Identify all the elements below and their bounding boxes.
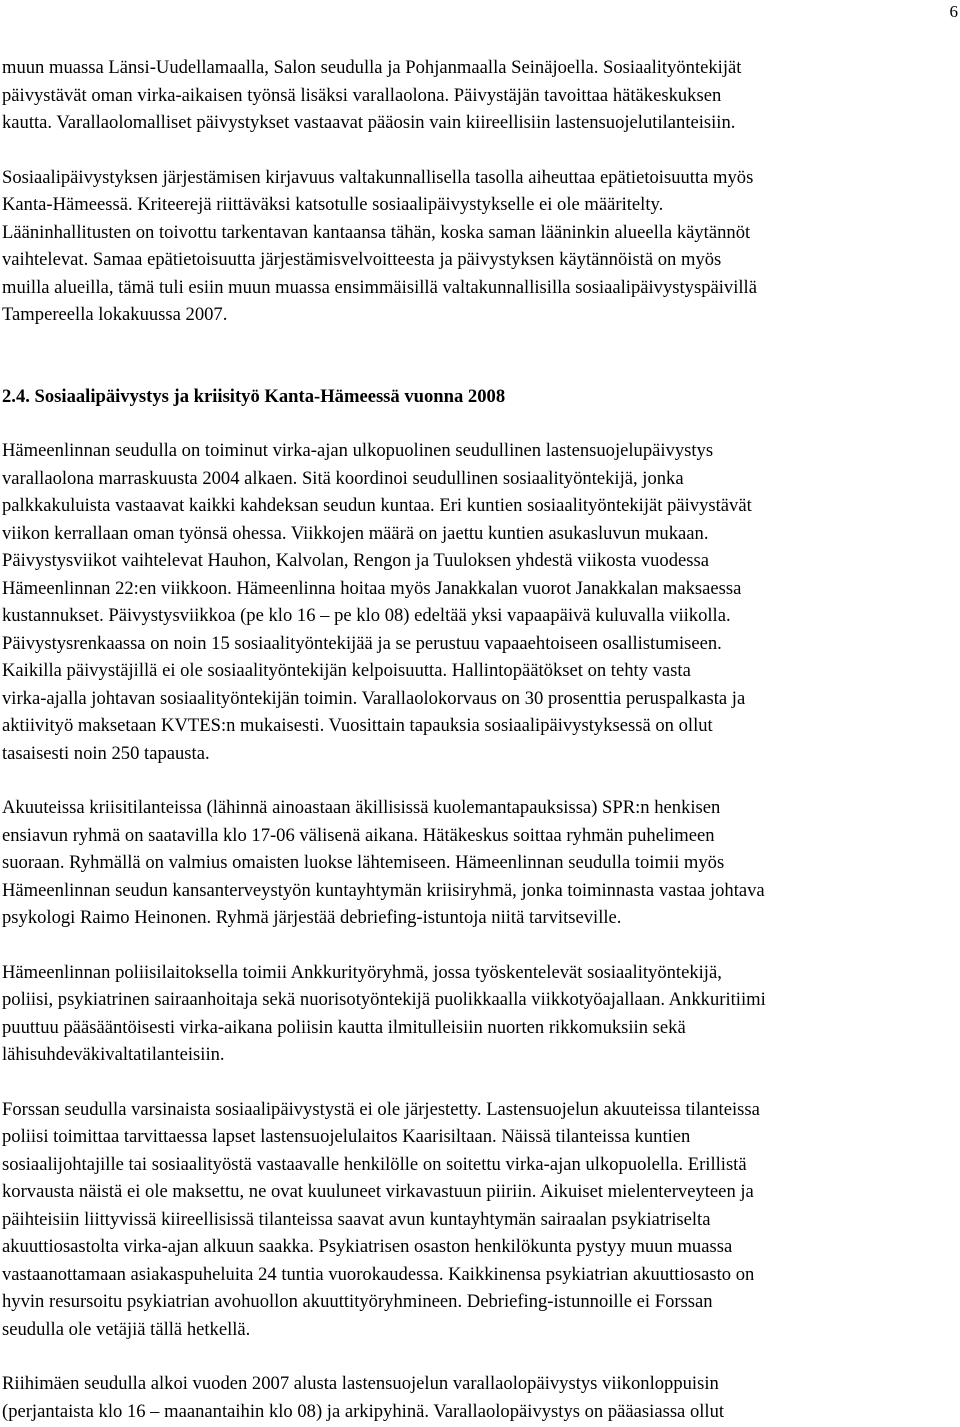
paragraph-3: Hämeenlinnan seudulla on toiminut virka-ajan ulkopuolinen seudullinen lastensuojelupäivystys varallaolona marraskuusta 2004 alkaen. Sitä koordinoi seudullinen sosiaalityöntekijä, jonka palkkakuluista vastaavat kaikki kahdeksan seudun kuntaa. Eri kuntien sosiaalityöntekijät päivystävät viikon kerrallaan oman työnsä ohessa. Viikkojen määrä on jaettu kuntien asukasluvun mukaan. Päivystysviikot vaihtelevat Hauhon, Kalvolan, Rengon ja Tuuloksen yhdestä viikosta vuodessa Hämeenlinnan 22:en viikkoon. Hämeenlinna hoitaa myös Janakkalan vuorot Janakkalan maksaessa kustannukset. Päivystysviikkoa (pe klo 16 – pe klo 08) edeltää yksi vapaapäivä kuluvalla viikolla. Päivystysrenkaassa on noin 15 sosiaalityöntekijää ja se perustuu vapaaehtoiseen osallistumiseen. Kaikilla päivystäjillä ei ole sosiaalityöntekijän kelpoisuutta. Hallintopäätökset on tehty vasta virka-ajalla johtavan sosiaalityöntekijän toimin. Varallaolokorvaus on 30 prosenttia peruspalkasta ja aktiivityö maksetaan KVTES:n mukaisesti. Vuosittain tapauksia sosiaalipäivystyksessä on ollut tasaisesti noin 250 tapausta. <box>2 440 752 764</box>
document-body <box>2 54 952 1425</box>
paragraph-spacer <box>2 932 952 959</box>
paragraph-spacer <box>2 1343 952 1370</box>
section-spacer <box>2 329 952 383</box>
page-number: 6 <box>949 2 958 21</box>
section-heading: 2.4. Sosiaalipäivystys ja kriisityö Kanta-Hämeessä vuonna 2008 <box>2 385 506 407</box>
paragraph-spacer <box>2 410 952 437</box>
paragraph-spacer <box>2 1069 952 1096</box>
paragraph-6: Forssan seudulla varsinaista sosiaalipäivystystä ei ole järjestetty. Lastensuojelun akuuteissa tilanteissa poliisi toimittaa tarvittaessa lapset lastensuojelulaitos Kaarisiltaan. Näissä tilanteissa kuntien sosiaalijohtajille tai sosiaalityöstä vastaavalle henkilölle on soitettu virka-ajan ulkopuolella. Erillistä korvausta näistä ei ole maksettu, ne ovat kuuluneet virkavastuun piiriin. Aikuiset mielenterveyteen ja päihteisiin liittyvissä kiireellisissä tilanteissa saavat avun kuntayhtymän sairaalan psykiatriselta akuuttiosastolta virka-ajan alkuun saakka. Psykiatrisen osaston henkilökunta pystyy muun muassa vastaanottamaan asiakaspuheluita 24 tuntia vuorokaudessa. Kaikkinensa psykiatrian akuuttiosasto on hyvin resursoitu psykiatrian avohuollon akuuttityöryhmineen. Debriefing-istunnoille ei Forssan seudulla ole vetäjiä tällä hetkellä. <box>2 1098 760 1340</box>
paragraph-4: Akuuteissa kriisitilanteissa (lähinnä ainoastaan äkillisissä kuolemantapauksissa) SPR:n henkisen ensiavun ryhmä on saatavilla klo 17-06 välisenä aikana. Hätäkeskus soittaa ryhmän puhelimeen suoraan. Ryhmällä on valmius omaisten luokse lähtemiseen. Hämeenlinnan seudulla toimii myös Hämeenlinnan seudun kansanterveystyön kuntayhtymän kriisiryhmä, jonka toiminnasta vastaa johtava psykologi Raimo Heinonen. Ryhmä järjestää debriefing-istuntoja niitä tarvitseville. <box>2 797 765 928</box>
paragraph-spacer <box>2 767 952 794</box>
paragraph-7: Riihimäen seudulla alkoi vuoden 2007 alusta lastensuojelun varallaolopäivystys viikonloppuisin (perjantaista klo 16 – maanantaihin klo 08) ja arkipyhinä. Varallaolopäivystys on pääasiassa ollut <box>2 1373 725 1422</box>
paragraph-2: Sosiaalipäivystyksen järjestämisen kirjavuus valtakunnallisella tasolla aiheuttaa epätietoisuutta myös Kanta-Hämeessä. Kriteerejä riittäväksi katsotulle sosiaalipäivystykselle ei ole määritelty. Lääninhallitusten on toivottu tarkentavan kantaansa tähän, koska saman lääninkin alueella käytännöt vaihtelevat. Samaa epätietoisuutta järjestämisvelvoitteesta ja päivystyksen käytännöistä on myös muilla alueilla, tämä tuli esiin muun muassa ensimmäisillä valtakunnallisilla sosiaalipäivystyspäivillä Tampereella lokakuussa 2007. <box>2 166 757 325</box>
paragraph-1: muun muassa Länsi-Uudellamaalla, Salon seudulla ja Pohjanmaalla Seinäjoella. Sosiaalityöntekijät päivystävät oman virka-aikaisen työnsä lisäksi varallaolona. Päivystäjän tavoittaa hätäkeskuksen kautta. Varallaolomalliset päivystykset vastaavat pääosin vain kiireellisiin lastensuojelutilanteisiin. <box>2 57 742 133</box>
paragraph-5: Hämeenlinnan poliisilaitoksella toimii Ankkurityöryhmä, jossa työskentelevät sosiaalityöntekijä, poliisi, psykiatrinen sairaanhoitaja sekä nuorisotyöntekijä puolikkaalla viikkotyöajallaan. Ankkuritiimi puuttuu pääsääntöisesti virka-aikana poliisin kautta ilmitulleisiin nuorten rikkomuksiin sekä lähisuhdeväkivaltatilanteisiin. <box>2 961 766 1065</box>
paragraph-spacer <box>2 137 952 164</box>
